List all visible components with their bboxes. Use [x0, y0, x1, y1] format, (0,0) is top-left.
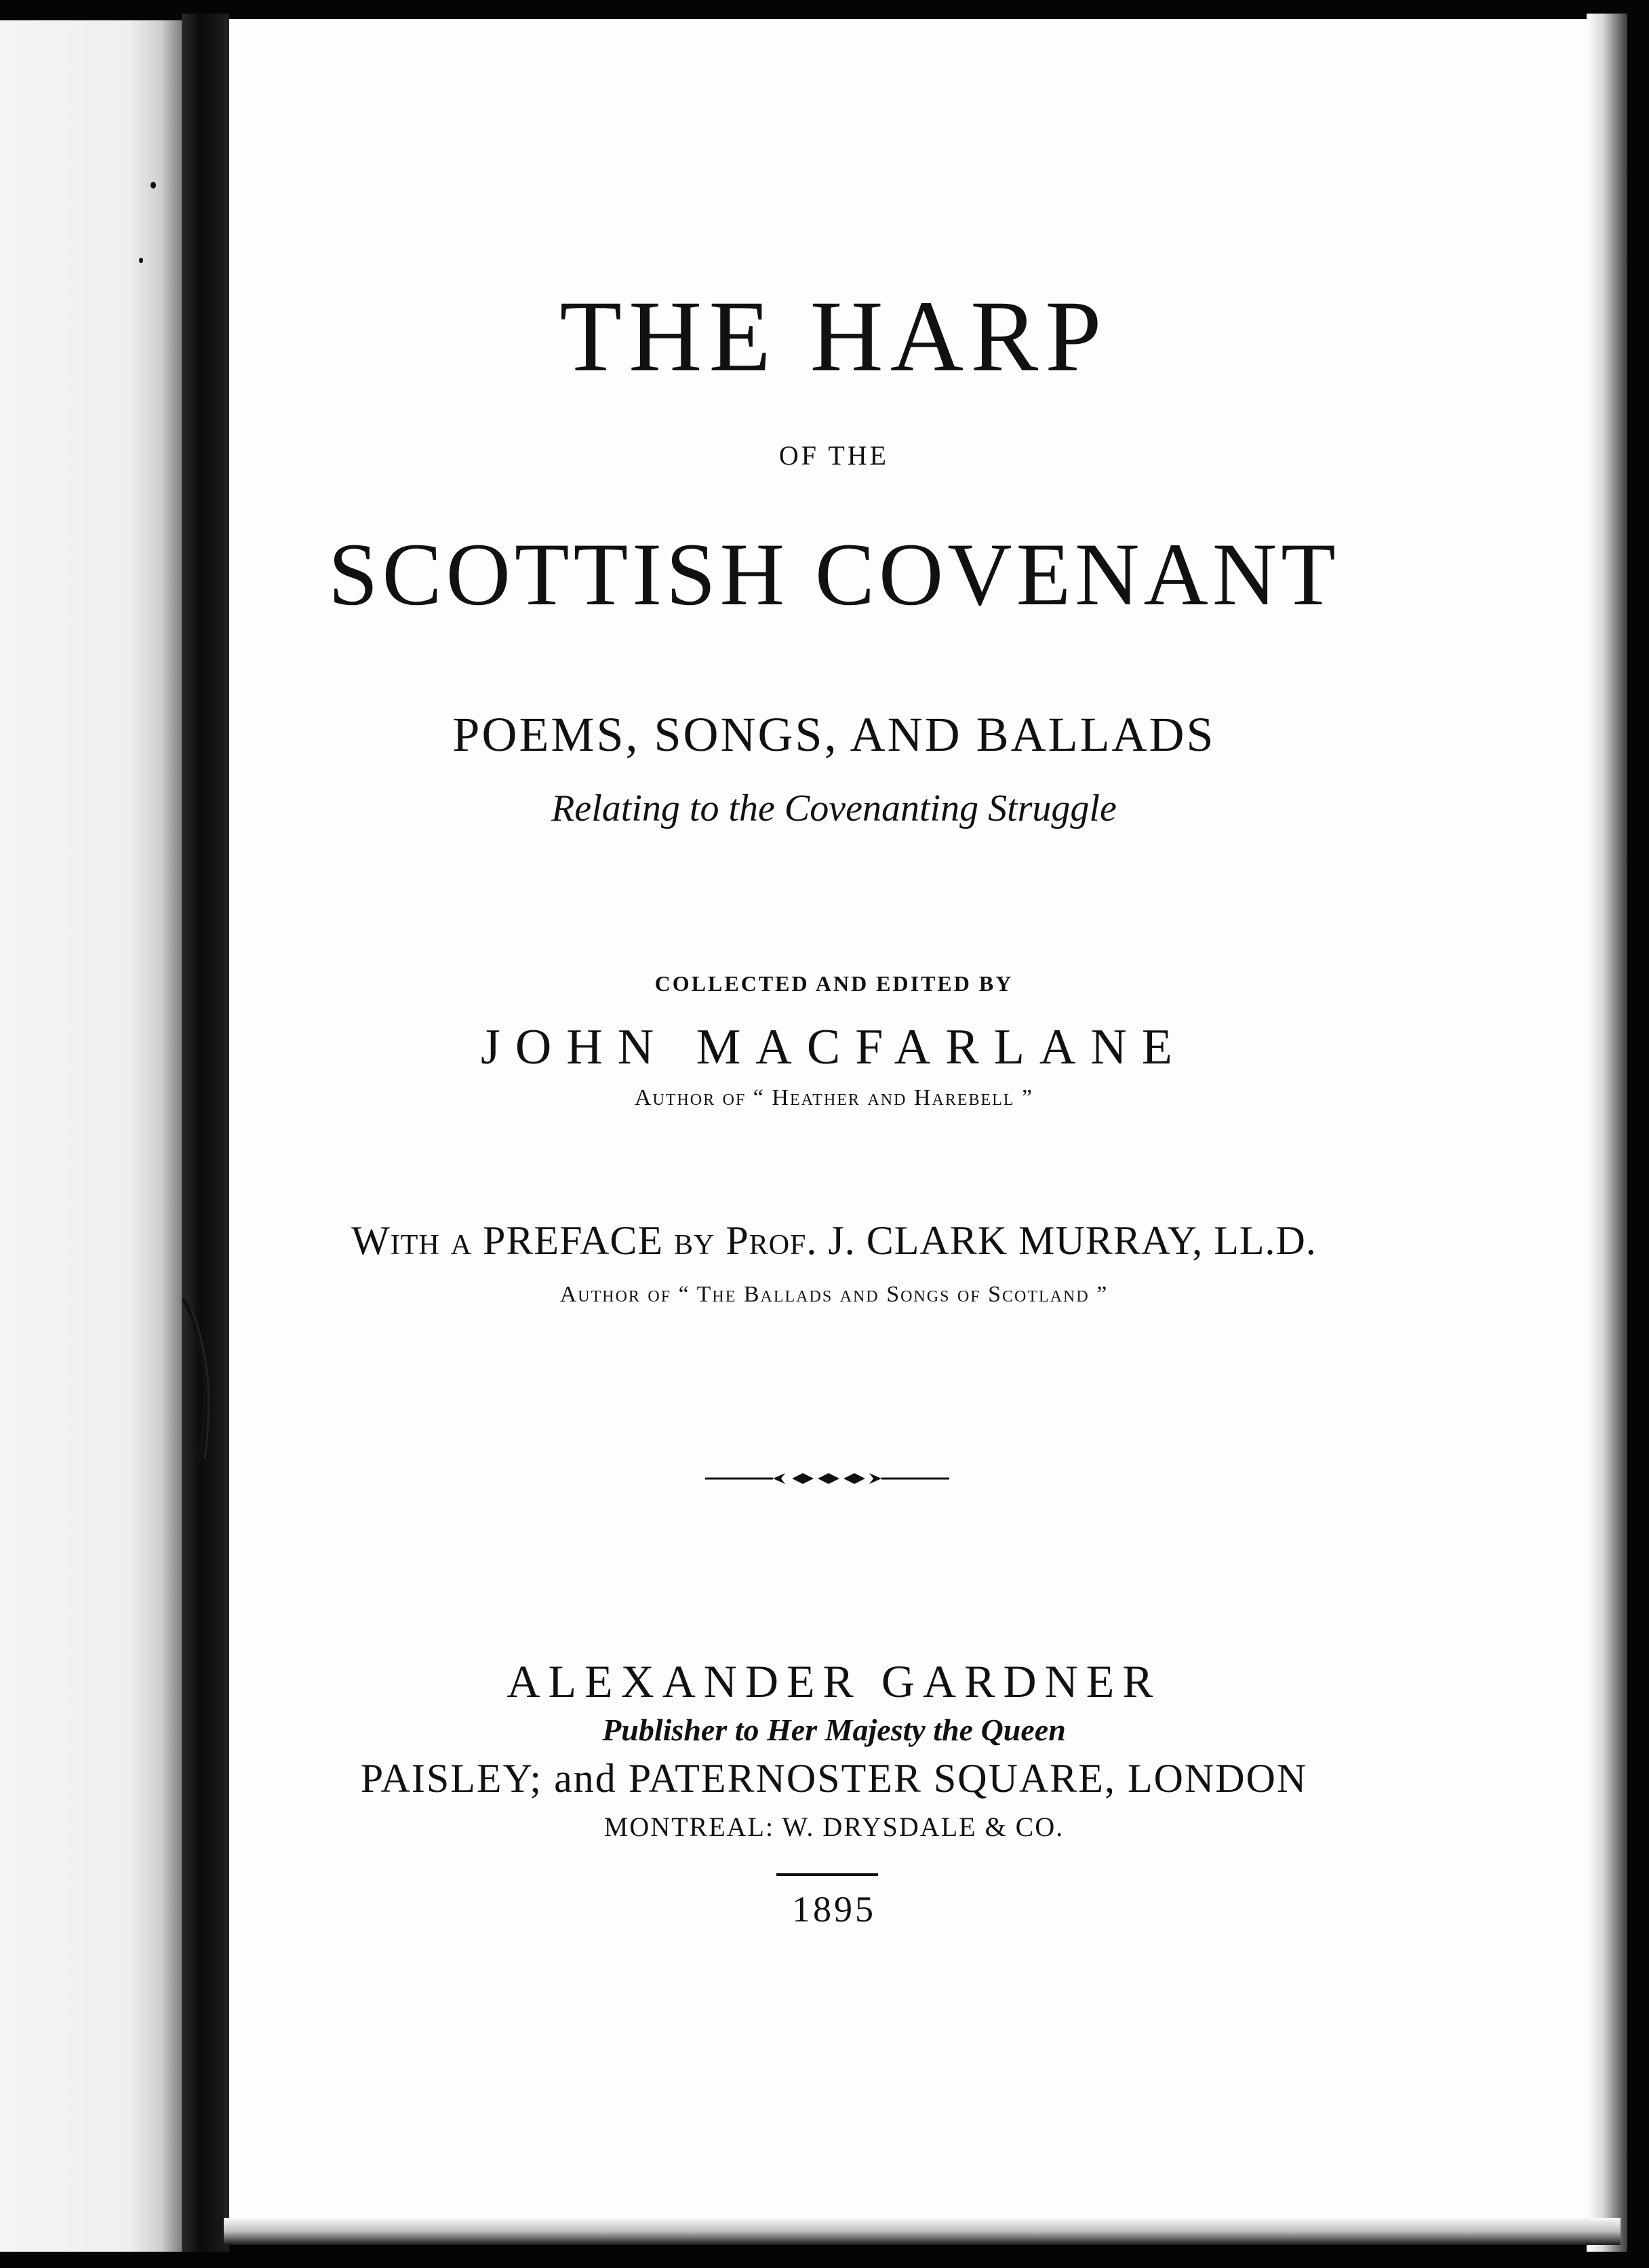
publisher-name: ALEXANDER GARDNER: [506, 1656, 1161, 1707]
page-curl-mark: [178, 1295, 218, 1472]
collected-by-label: COLLECTED AND EDITED BY: [654, 971, 1014, 996]
book-tagline: Relating to the Covenanting Struggle: [551, 787, 1117, 829]
publication-year: 1895: [792, 1889, 876, 1930]
book-title: THE HARP: [559, 280, 1109, 393]
year-rule: [776, 1873, 878, 1876]
distributor: MONTREAL: W. DRYSDALE & CO.: [603, 1812, 1065, 1842]
facing-page-edge: [0, 20, 183, 2252]
editor-name: JOHN MACFARLANE: [481, 1019, 1187, 1075]
editor-credit: Author of “ Heather and Harebell ”: [634, 1085, 1034, 1110]
book-spine-gutter: [182, 14, 229, 2252]
publisher-appointment: Publisher to Her Majesty the Queen: [602, 1713, 1066, 1747]
bottom-page-edge: [224, 2218, 1621, 2245]
scan-speck: [151, 182, 156, 189]
publisher-locations: PAISLEY; and PATERNOSTER SQUARE, LONDON: [360, 1756, 1308, 1801]
ornament-divider: [705, 1465, 949, 1492]
preface-credit: With a PREFACE by Prof. J. CLARK MURRAY, LL.D.: [351, 1218, 1317, 1263]
book-title-continued: SCOTTISH COVENANT: [328, 524, 1340, 624]
scan-speck: [139, 258, 143, 263]
book-subtitle: POEMS, SONGS, AND BALLADS: [452, 707, 1216, 762]
title-connector: OF THE: [778, 440, 890, 471]
preface-author-credit: Author of “ The Ballads and Songs of Scotland ”: [559, 1282, 1109, 1307]
right-page-edge: [1587, 14, 1627, 2252]
